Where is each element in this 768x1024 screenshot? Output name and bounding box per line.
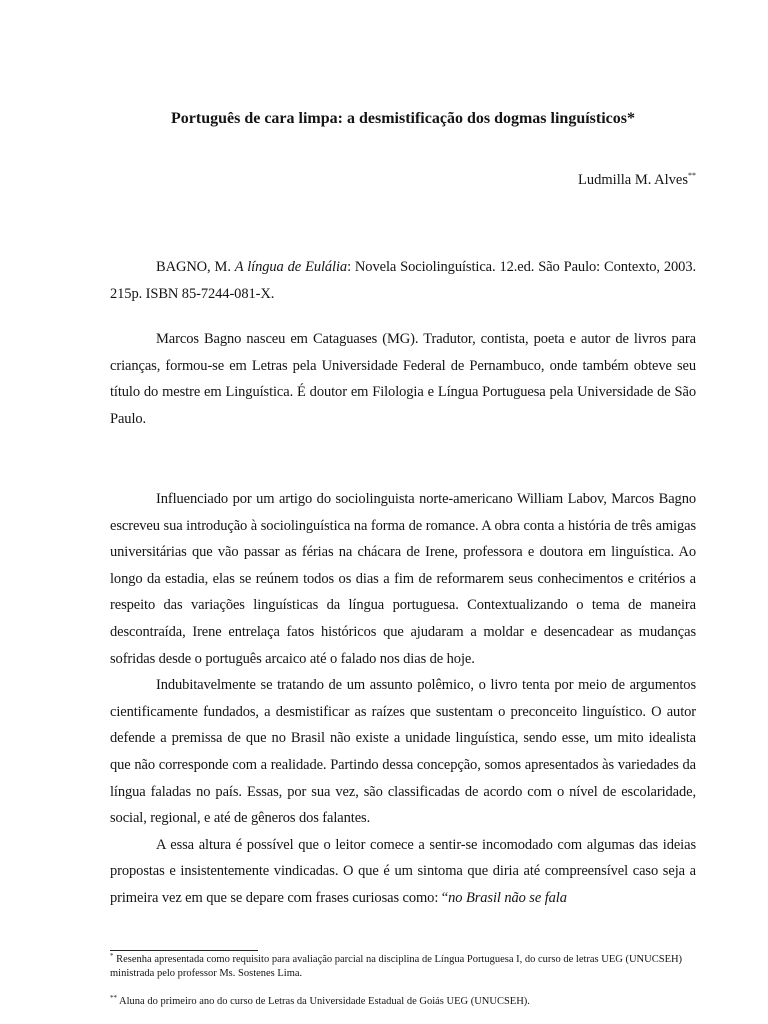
paragraph-3-text: A essa altura é possível que o leitor comece a sentir-se incomodado com algumas das ideias propostas e insistentemente vindicadas. O que é um sintoma que diria até compreensível caso seja a primeira vez em que se depare com frases curiosas como: “ — [110, 836, 696, 906]
document-title: Português de cara limpa: a desmistificação dos dogmas linguísticos* — [171, 110, 635, 127]
author-name: Ludmilla M. Alves — [578, 172, 688, 188]
review-body — [110, 486, 696, 912]
reference-suffix: : Novela Sociolinguística. 12.ed. São Paulo: Contexto, 2003. 215p. ISBN 85-7244-081-X. — [110, 259, 696, 302]
bio-text: Marcos Bagno nasceu em Cataguases (MG). Tradutor, contista, poeta e autor de livros para crianças, formou-se em Letras pela Universidade Federal de Pernambuco, onde também obteve seu título do mestre em Linguística. É doutor em Filologia e Língua Portuguesa pela Universidade de São Paulo. — [110, 331, 696, 427]
author-bio-paragraph — [110, 326, 696, 432]
footnote-1 — [110, 953, 696, 981]
footnote-1-marker: * — [110, 952, 114, 960]
footnotes — [110, 953, 696, 1009]
book-reference — [110, 254, 696, 307]
paragraph-3-quote: no Brasil não se fala — [448, 889, 567, 906]
footnote-2-text: Aluna do primeiro ano do curso de Letras da Universidade Estadual de Goiás UEG (UNUCSEH). — [117, 996, 530, 1007]
footnote-divider — [110, 950, 258, 951]
paragraph-3 — [110, 832, 696, 912]
reference-book-title: A língua de Eulália — [234, 259, 348, 275]
footnote-2-marker: ** — [110, 994, 117, 1002]
reference-prefix: BAGNO, M. — [156, 259, 235, 275]
paragraph-1: Influenciado por um artigo do sociolinguista norte-americano William Labov, Marcos Bagno escreveu sua introdução à sociolinguística na forma de romance. A obra conta a história de três amigas universitárias que vão passar as férias na chácara de Irene, professora e doutora em linguística. Ao longo da estadia, elas se reúnem todos os dias a fim de reformarem seus conhecimentos e critérios a respeito das variações linguísticas da língua portuguesa. Contextualizando o tema de maneira descontraída, Irene entrelaça fatos históricos que ajudaram a moldar e desencadear as mudanças sofridas desde o português arcaico até o falado nos dias de hoje. — [110, 491, 696, 667]
paragraph-2: Indubitavelmente se tratando de um assunto polêmico, o livro tenta por meio de argumentos cientificamente fundados, a desmistificar as raízes que sustentam o preconceito linguístico. O autor defende a premissa de que no Brasil não existe a unidade linguística, sendo esse, um mito idealista que não corresponde com a realidade. Partindo dessa concepção, somos apresentados às variedades da língua faladas no país. Essas, por sua vez, são classificadas de acordo com o nível de escolaridade, social, regional, e até de gêneros dos falantes. — [110, 677, 696, 827]
footnote-2 — [110, 995, 696, 1009]
footnote-1-text: Resenha apresentada como requisito para avaliação parcial na disciplina de Língua Portuguesa I, do curso de letras UEG (UNUCSEH) ministrada pelo professor Ms. Sostenes Lima. — [110, 954, 683, 979]
author-footnote-marker: ** — [688, 171, 696, 180]
author-line — [578, 170, 696, 190]
